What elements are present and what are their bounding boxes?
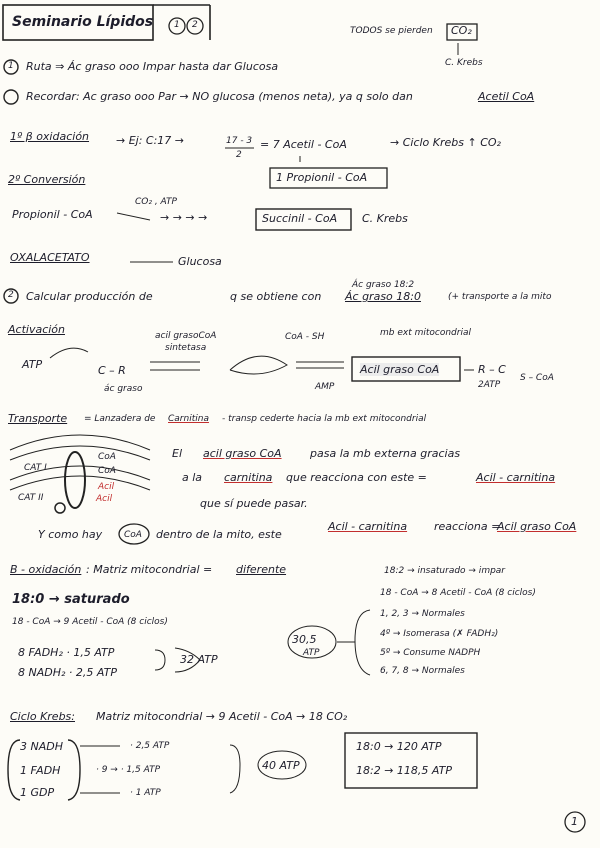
beta-matriz: : Matriz mitocondrial =: [86, 563, 213, 576]
amp-label: AMP: [315, 382, 335, 392]
atp32-label: 32 ATP: [180, 653, 218, 666]
atp305b-label: ATP: [303, 648, 320, 658]
n1-text: 1, 2, 3 → Normales: [380, 609, 465, 619]
co2atp-label: CO₂ , ATP: [135, 197, 177, 207]
acil-graso-enzyme: acil grasoCoA: [155, 331, 217, 341]
krebs-fadh: 1 FADH: [20, 764, 61, 777]
krebs-gdp: 1 GDP: [20, 786, 55, 799]
propionil-label: Propionil - CoA: [12, 208, 93, 221]
cat1-label: CAT I: [24, 463, 47, 473]
transporte-rest: = Lanzadera de: [84, 414, 156, 424]
q2-num: 2: [8, 290, 14, 300]
krebs-res1: 18:0 → 120 ATP: [356, 740, 442, 753]
krebs-title: Ciclo Krebs:: [10, 710, 75, 723]
conversion-label: 2º Conversión: [8, 173, 86, 186]
q1-title: Ruta ⇒ Ác graso ooo Impar hasta dar Glucosa: [26, 60, 279, 73]
rc-label: R – C: [478, 363, 506, 376]
mb-label: mb ext mitocondrial: [380, 328, 471, 338]
acetil-label: Acetil CoA: [478, 90, 535, 103]
todos-text: TODOS se pierden: [350, 26, 433, 36]
sintetasa-label: sintetasa: [165, 343, 207, 353]
acetil-eq: = 7 Acetil - CoA: [260, 138, 347, 151]
co2-label: CO₂: [451, 24, 472, 37]
insat-label: 18:2 → insaturado → impar: [384, 566, 506, 576]
coa-circle-text: CoA: [124, 530, 142, 540]
glucosa-label: Glucosa: [178, 255, 222, 268]
nadh-label: 8 NADH₂ · 2,5 ATP: [18, 666, 117, 679]
calc-text: Calcular producción de: [26, 290, 153, 303]
puede-text: que sí puede pasar.: [200, 497, 308, 510]
carnitina2-text: carnitina: [224, 471, 273, 484]
ala-text: a la: [182, 471, 203, 484]
n3-text: 5º → Consume NADPH: [380, 648, 481, 658]
krebs-nadh: 3 NADH: [20, 740, 63, 753]
circle-1-label: 1: [174, 20, 180, 30]
ycomo-text: Y como hay: [38, 528, 103, 541]
enzyme-shape-icon: [230, 356, 287, 374]
calc2-text: q se obtiene con: [230, 290, 322, 303]
coa2-label: CoA: [98, 466, 116, 476]
sat-label: 18:0 → saturado: [12, 592, 130, 607]
circle-2-label: 2: [192, 20, 198, 30]
krebs-atp40: 40 ATP: [262, 759, 300, 772]
ej-text: → Ej: C:17 →: [116, 134, 185, 147]
acil-carn2-text: Acil - carnitina: [328, 520, 408, 533]
activation-curve-icon: [50, 348, 88, 358]
acil-gr2-text: Acil graso CoA: [497, 520, 577, 533]
recordar-text: Recordar: Ac graso ooo Par → NO glucosa (menos neta), ya q solo dan: [26, 90, 413, 103]
carnitina-label: Carnitina: [168, 414, 209, 424]
page-number: 1: [571, 815, 578, 828]
dentro-text: dentro de la mito, este: [156, 528, 282, 541]
krebs-r1: · 2,5 ATP: [130, 741, 170, 751]
beta-diferente: diferente: [236, 563, 287, 576]
activacion-label: Activación: [8, 323, 65, 336]
reacciona-text: reacciona =: [434, 520, 501, 533]
krebs-rest: Matriz mitocondrial → 9 Acetil - CoA → 18 CO₂: [96, 710, 348, 723]
sat-num: 18 - CoA → 9 Acetil - CoA (8 ciclos): [12, 617, 168, 627]
el-text: El: [172, 447, 183, 460]
acido-label: Ác graso 18:0: [345, 290, 421, 303]
beta-oxidacion-label: 1º β oxidación: [10, 130, 90, 143]
oxalacetato-label: OXALACETATO: [10, 251, 90, 264]
transporter-icon: [65, 452, 85, 508]
ckrebs-label: C. Krebs: [445, 58, 483, 68]
coa-sh-label: CoA - SH: [285, 332, 325, 342]
que-text: que reacciona con este =: [286, 471, 427, 484]
krebs-r3: · 1 ATP: [130, 788, 161, 798]
succinil-label: Succinil - CoA: [262, 212, 338, 225]
q1-num: 1: [8, 61, 14, 71]
ac-graso-label: ác graso: [104, 384, 143, 394]
acil2-label: Acil: [96, 494, 113, 504]
calc3-text: (+ transporte a la mito: [448, 292, 552, 302]
note-circle-icon: [4, 90, 18, 104]
n4-text: 6, 7, 8 → Normales: [380, 666, 465, 676]
frac-top: 17 - 3: [226, 136, 253, 146]
atp2-label: 2ATP: [478, 380, 501, 390]
page-title: Seminario Lípidos: [12, 14, 154, 30]
atp305-label: 30,5: [292, 633, 317, 646]
pasa-text: pasa la mb externa gracias: [310, 447, 461, 460]
scoa-label: S – CoA: [520, 373, 554, 383]
ciclo-krebs-text: → Ciclo Krebs ↑ CO₂: [390, 136, 501, 149]
acil-box: Acil graso CoA: [360, 363, 440, 376]
n2-text: 4º → Isomerasa (✗ FADH₂): [380, 629, 499, 639]
krebs-res2: 18:2 → 118,5 ATP: [356, 764, 452, 777]
coa1-label: CoA: [98, 452, 116, 462]
acil-graso-coa-text: acil graso CoA: [203, 447, 282, 460]
propionil-box: 1 Propionil - CoA: [276, 171, 368, 184]
beta-title: B - oxidación: [10, 563, 82, 576]
acido-alt: Ác graso 18:2: [352, 280, 415, 290]
cat2-label: CAT II: [18, 493, 44, 503]
cr-label: C – R: [98, 364, 126, 377]
fadh-label: 8 FADH₂ · 1,5 ATP: [18, 646, 115, 659]
insat-num: 18 - CoA → 8 Acetil - CoA (8 ciclos): [380, 588, 536, 598]
ckrebs2-label: C. Krebs: [362, 212, 408, 225]
acil1-label: Acil: [98, 482, 115, 492]
frac-bot: 2: [236, 150, 242, 160]
acil-carn-text: Acil - carnitina: [476, 471, 556, 484]
transporte-label: Transporte: [8, 412, 68, 425]
krebs-r2: · 9 → · 1,5 ATP: [96, 765, 161, 775]
atp-label: ATP: [22, 358, 43, 371]
transporte-rest2: - transp cederte hacia la mb ext mitocondrial: [222, 414, 427, 424]
arrows: → → → →: [160, 211, 208, 224]
